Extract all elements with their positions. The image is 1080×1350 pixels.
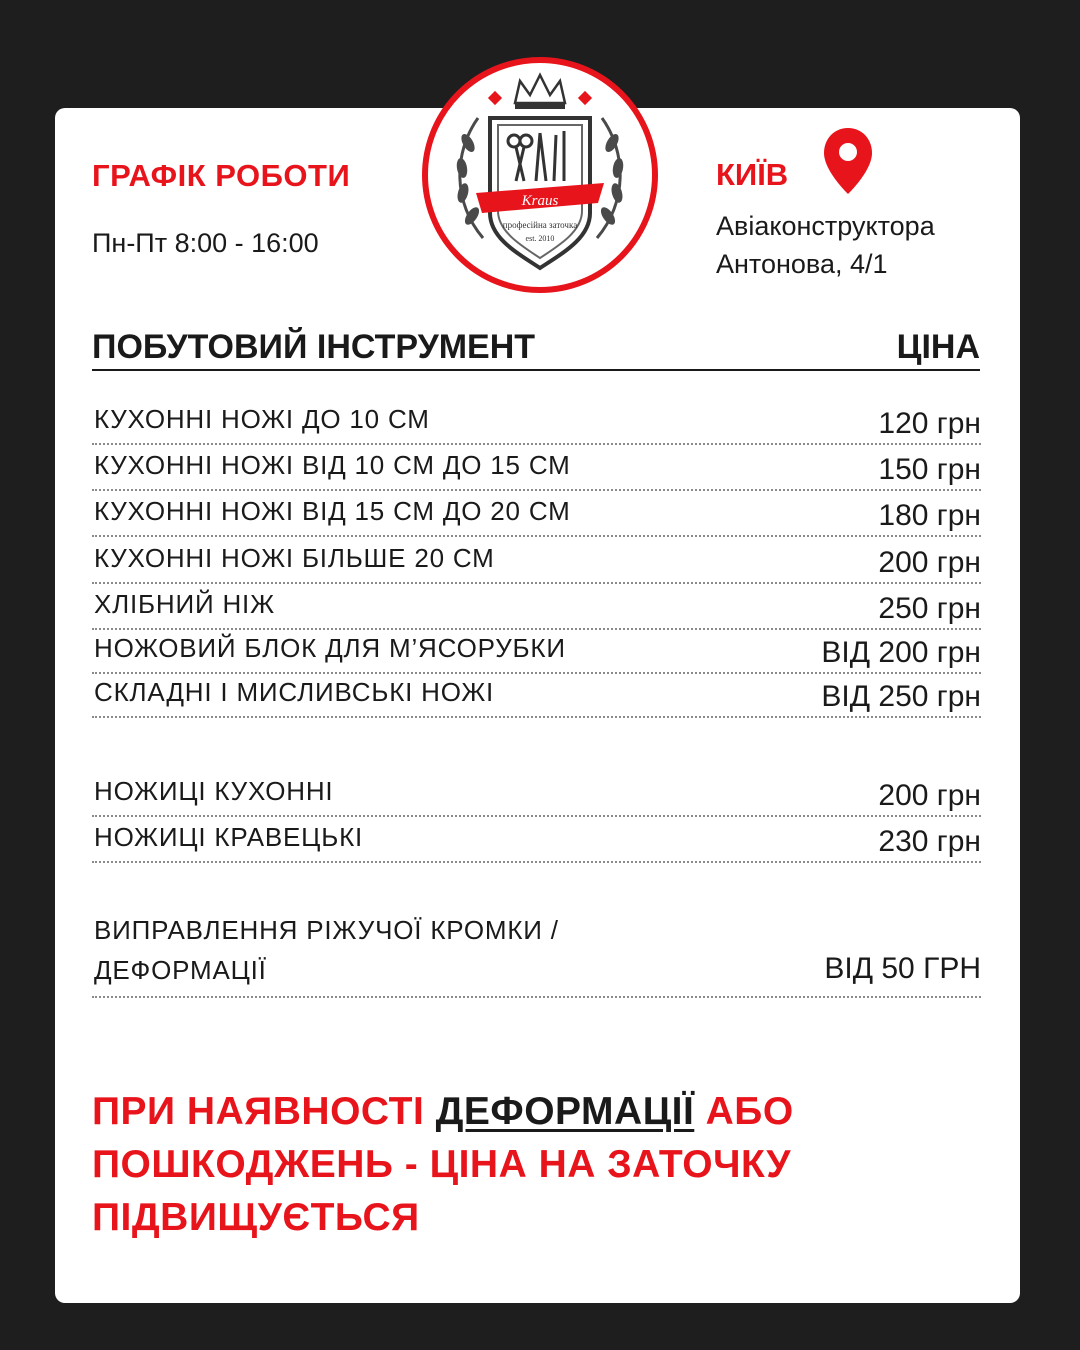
- address: [716, 207, 935, 283]
- price-row-value: 200 грн: [878, 779, 981, 812]
- price-row-value: 150 грн: [878, 453, 981, 486]
- price-row-name: КУХОННІ НОЖІ БІЛЬШЕ 20 СМ: [94, 543, 495, 573]
- price-row-value: ВІД 200 грн: [821, 636, 981, 669]
- price-row: [92, 585, 981, 630]
- price-row-value: 230 грн: [878, 825, 981, 858]
- price-row-scissors: [92, 772, 981, 817]
- price-row-value: 120 грн: [878, 407, 981, 440]
- schedule-hours: Пн-Пт 8:00 - 16:00: [92, 228, 319, 258]
- table-header-tools: ПОБУТОВИЙ ІНСТРУМЕНТ: [92, 328, 980, 371]
- address-line-2: Антонова, 4/1: [716, 249, 888, 279]
- price-row-name: СКЛАДНІ І МИСЛИВСЬКІ НОЖІ: [94, 677, 495, 707]
- price-row: [92, 492, 981, 537]
- price-row-value: 250 грн: [878, 592, 981, 625]
- warning-highlight: ДЕФОРМАЦІЇ: [435, 1090, 695, 1133]
- price-row-name: НОЖОВИЙ БЛОК ДЛЯ М’ЯСОРУБКИ: [94, 633, 566, 663]
- price-row-value: ВІД 250 грн: [821, 680, 981, 713]
- warning-text-2: АБО ПОШКОДЖЕНЬ - ЦІНА НА ЗАТОЧКУ ПІДВИЩУЄТЬСЯ: [92, 1090, 794, 1239]
- price-row-repair: [92, 908, 981, 998]
- city-label: КИЇВ: [716, 157, 789, 192]
- price-row-scissors: [92, 818, 981, 863]
- price-row-name: НОЖИЦІ КРАВЕЦЬКІ: [94, 822, 364, 852]
- repair-name-line-2: ДЕФОРМАЦІЇ: [94, 955, 267, 985]
- price-row-name: ХЛІБНИЙ НІЖ: [94, 589, 275, 619]
- logo-emblem: [428, 63, 652, 287]
- price-row-value: ВІД 50 ГРН: [824, 952, 981, 985]
- price-row-value: 180 грн: [878, 499, 981, 532]
- warning-text-1: ПРИ НАЯВНОСТІ: [92, 1090, 436, 1133]
- kraus-logo: [422, 57, 658, 293]
- price-row: [92, 400, 981, 445]
- map-pin-icon: [822, 126, 874, 196]
- price-row-name: НОЖИЦІ КУХОННІ: [94, 776, 334, 806]
- schedule-title: ГРАФІК РОБОТИ: [92, 158, 351, 193]
- logo-brand: Kraus: [521, 193, 559, 209]
- price-row: [92, 446, 981, 491]
- logo-tagline: професійна заточка: [502, 220, 578, 230]
- price-row-name: КУХОННІ НОЖІ ВІД 10 СМ ДО 15 СМ: [94, 450, 571, 480]
- price-row-value: 200 грн: [878, 546, 981, 579]
- price-row-name: [94, 910, 559, 990]
- repair-name-line-1: ВИПРАВЛЕННЯ РІЖУЧОЇ КРОМКИ /: [94, 915, 559, 945]
- logo-established: est. 2010: [525, 234, 555, 243]
- address-line-1: Авіаконструктора: [716, 211, 935, 241]
- deformation-warning: [92, 1085, 952, 1244]
- price-row: [92, 539, 981, 584]
- price-row-name: КУХОННІ НОЖІ ДО 10 СМ: [94, 404, 430, 434]
- price-row: [92, 673, 981, 718]
- price-row: [92, 629, 981, 674]
- price-row-name: КУХОННІ НОЖІ ВІД 15 СМ ДО 20 СМ: [94, 496, 571, 526]
- table-header-price: ЦІНА: [896, 328, 980, 366]
